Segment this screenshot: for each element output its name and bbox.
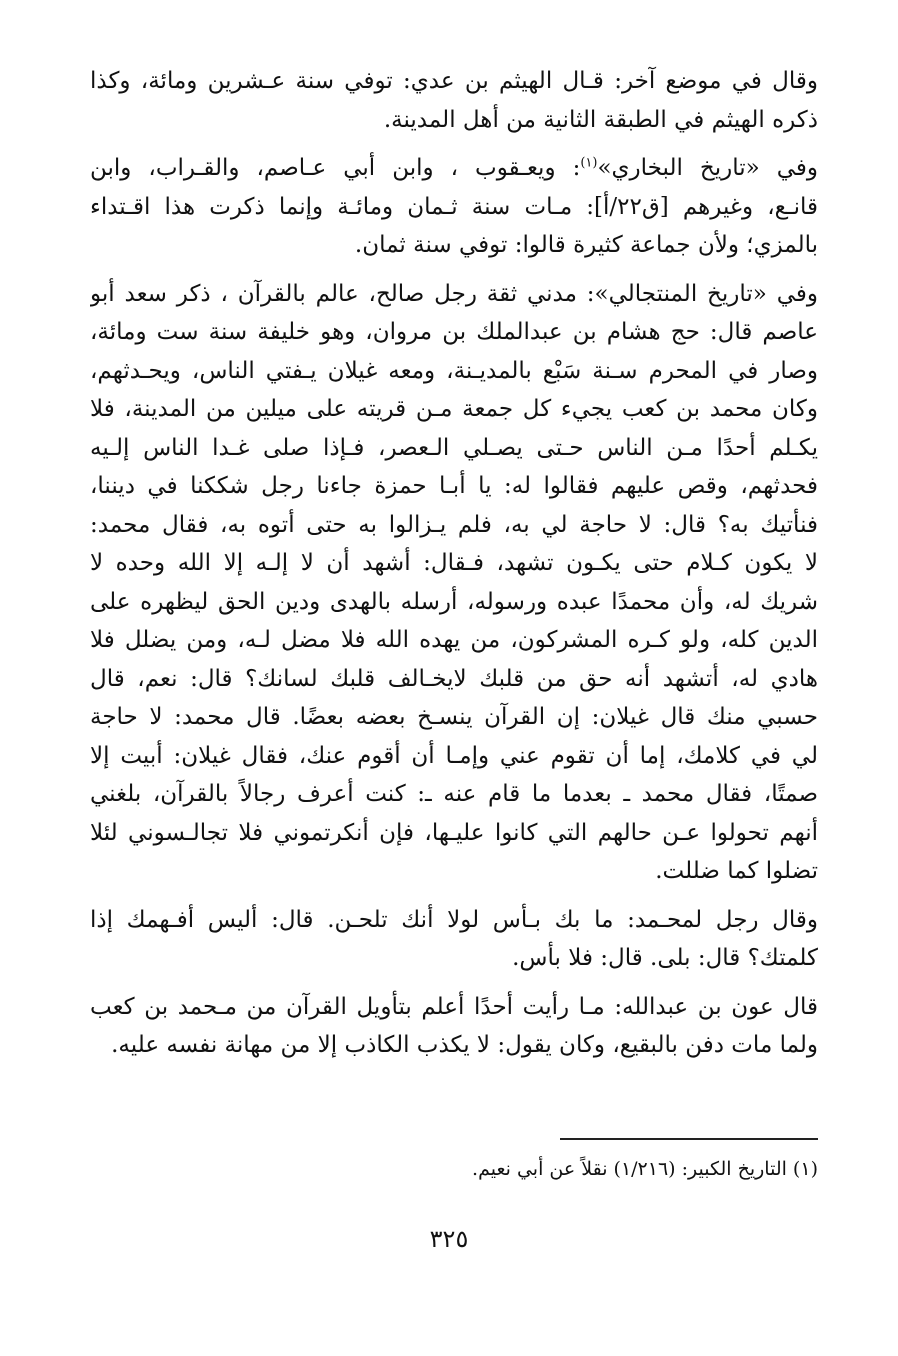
text-line: لي في كلامك، إما أن تقوم عني وإمـا أن أقوم عنك، فقال غيلان: أبيت إلا <box>90 742 818 769</box>
text-line: يكـلم أحدًا مـن الناس حـتى يصـلي الـعصر، فـإذا صلى غـدا الناس إلـيه <box>90 434 818 461</box>
text-line: صمتًا، فقال محمد ـ بعدما ما قام عنه ـ: كنت أعرف رجالاً بالقرآن، بلغني <box>90 781 818 807</box>
text-line: وفي «تاريخ المنتجالي»: مدني ثقة رجل صالح، عالم بالقرآن ، ذكر سعد أبو <box>90 280 818 307</box>
text-line: شريك له، وأن محمدًا عبده ورسوله، أرسله بالهدى ودين الحق ليظهره على <box>90 588 818 615</box>
text-segment: وفي «تاريخ البخاري» <box>597 155 818 181</box>
footnote: (١) التاريخ الكبير: (١/٢١٦) نقلاً عن أبي نعيم. <box>472 1158 818 1180</box>
paragraph-3 <box>90 275 818 891</box>
text-line: أنهم تحولوا عـن حالهم التي كانوا عليـها، فإن أنكرتموني فلا تجالـسوني لئلا <box>90 819 818 846</box>
paragraph-4 <box>90 901 818 978</box>
text-line: ذكره الهيثم في الطبقة الثانية من أهل المدينة. <box>383 106 818 133</box>
footnote-divider <box>560 1138 818 1140</box>
text-line: بالمزي؛ ولأن جماعة كثيرة قالوا: توفي سنة ثمان. <box>354 232 818 258</box>
text-line: لا يكون كـلام حتى يكـون تشهد، فـقال: أشهد أن لا إلـه إلا الله وحده لا <box>90 550 818 576</box>
text-line: وقال في موضع آخر: قـال الهيثم بن عدي: توفي سنة عـشرين ومائة، وكذا <box>90 68 818 94</box>
text-line: قانـع، وغيرهم [ق٢٢/أ]: مـات سنة ثـمان ومائـة وإنما ذكرت هذا اقـتداء <box>90 193 818 220</box>
text-line: هادي له، أتشهد أنه حق من قلبك لايخـالف قلبك لسانك؟ قال: نعم، قال <box>90 665 818 692</box>
paragraph-2 <box>90 149 818 265</box>
page-number: ٣٢٥ <box>429 1225 469 1253</box>
text-segment: : ويعـقوب ، وابن أبي عـاصم، والقـراب، وابن <box>90 155 581 181</box>
page-body <box>90 62 818 1075</box>
text-line: وقال رجل لمحـمد: ما بك بـأس لولا أنك تلحـن. قال: أليس أفـهمك إذا <box>90 906 818 933</box>
text-line: فحدثهم، وقص عليهم فقالوا له: يا أبـا حمزة جاءنا رجل شككنا في ديننا، <box>90 473 818 499</box>
text-line: كلمتك؟ قال: بلى. قال: فلا بأس. <box>512 945 818 971</box>
text-line: وصار في المحرم سـنة سَبْع بالمديـنة، ومعه غيلان يـفتي الناس، ويحـدثهم، <box>90 357 818 384</box>
footnote-reference: (١) <box>580 155 598 171</box>
text-line: فنأتيك به؟ قال: لا حاجة لي به، فلم يـزالوا به حتى أتوه به، فقال محمد: <box>90 511 818 538</box>
text-line: عاصم قال: حج هشام بن عبدالملك بن مروان، وهو خليفة سنة ست ومائة، <box>90 319 818 345</box>
paragraph-5 <box>90 988 818 1065</box>
text-line: تضلوا كما ضللت. <box>655 858 818 884</box>
text-line <box>90 149 818 188</box>
text-line: حسبي منك قال غيلان: إن القرآن ينسـخ بعضه بعضًا. قال محمد: لا حاجة <box>90 704 818 730</box>
text-line: قال عون بن عبدالله: مـا رأيت أحدًا أعلم بتأويل القرآن من مـحمد بن كعب <box>90 993 818 1020</box>
text-line: الدين كله، ولو كـره المشركون، من يهده الله فلا مضل لـه، ومن يضلل فلا <box>90 627 818 653</box>
text-line: وكان محمد بن كعب يجيء كل جمعة مـن قريته على ميلين من المدينة، فلا <box>90 396 818 422</box>
text-line: ولما مات دفن بالبقيع، وكان يقول: لا يكذب الكاذب إلا من مهانة نفسه عليه. <box>111 1032 818 1058</box>
paragraph-1 <box>90 62 818 139</box>
